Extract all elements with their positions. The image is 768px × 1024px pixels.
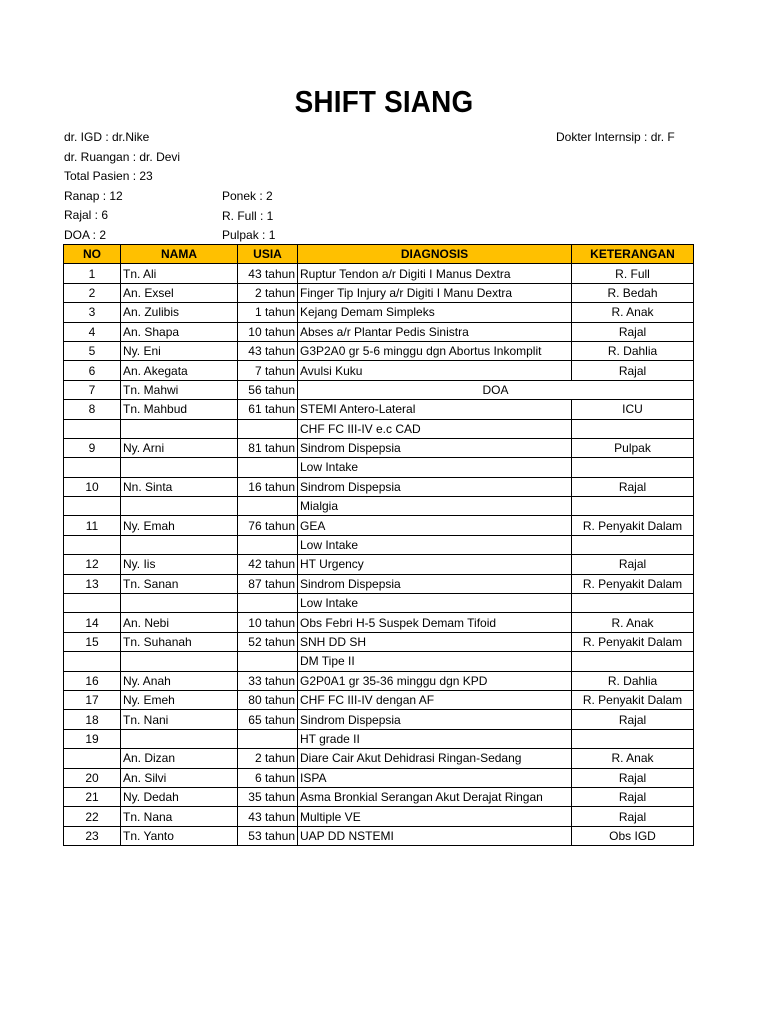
cell-nama: An. Zulibis bbox=[121, 303, 238, 322]
cell-no: 10 bbox=[64, 477, 121, 496]
table-row bbox=[64, 594, 694, 613]
cell-no bbox=[64, 594, 121, 613]
table-row bbox=[64, 438, 694, 457]
header-no: NO bbox=[64, 245, 121, 264]
cell-nama: Tn. Sanan bbox=[121, 574, 238, 593]
cell-diagnosis: Abses a/r Plantar Pedis Sinistra bbox=[298, 322, 572, 341]
cell-keterangan bbox=[572, 497, 694, 516]
cell-no: 8 bbox=[64, 400, 121, 419]
table-row bbox=[64, 303, 694, 322]
cell-diagnosis: Avulsi Kuku bbox=[298, 361, 572, 380]
page-title: SHIFT SIANG bbox=[294, 84, 474, 119]
cell-nama: Tn. Ali bbox=[121, 264, 238, 283]
cell-keterangan bbox=[572, 729, 694, 748]
cell-diagnosis: Mialgia bbox=[298, 497, 572, 516]
cell-no: 17 bbox=[64, 690, 121, 709]
cell-no: 23 bbox=[64, 826, 121, 845]
table-row bbox=[64, 574, 694, 593]
info-ponek: Ponek : 2 bbox=[222, 189, 273, 203]
shift-info-mid bbox=[222, 187, 275, 246]
cell-diagnosis: Low Intake bbox=[298, 458, 572, 477]
cell-usia: 35 tahun bbox=[238, 787, 298, 806]
cell-no: 15 bbox=[64, 632, 121, 651]
cell-no: 16 bbox=[64, 671, 121, 690]
cell-keterangan bbox=[572, 419, 694, 438]
cell-no: 11 bbox=[64, 516, 121, 535]
table-row bbox=[64, 652, 694, 671]
table-row bbox=[64, 380, 694, 399]
cell-keterangan: R. Penyakit Dalam bbox=[572, 690, 694, 709]
info-total-patients: Total Pasien : 23 bbox=[64, 169, 153, 183]
cell-nama: Tn. Suhanah bbox=[121, 632, 238, 651]
cell-nama: Tn. Yanto bbox=[121, 826, 238, 845]
patient-rows bbox=[64, 264, 694, 846]
cell-no: 20 bbox=[64, 768, 121, 787]
table-row bbox=[64, 497, 694, 516]
cell-keterangan: R. Full bbox=[572, 264, 694, 283]
cell-keterangan: Rajal bbox=[572, 787, 694, 806]
cell-nama bbox=[121, 419, 238, 438]
cell-usia: 81 tahun bbox=[238, 438, 298, 457]
shift-info-left bbox=[64, 128, 180, 245]
table-header-row bbox=[64, 245, 694, 264]
cell-no: 14 bbox=[64, 613, 121, 632]
cell-keterangan: Rajal bbox=[572, 361, 694, 380]
cell-nama bbox=[121, 458, 238, 477]
table-row bbox=[64, 361, 694, 380]
cell-keterangan: ICU bbox=[572, 400, 694, 419]
cell-no: 2 bbox=[64, 283, 121, 302]
cell-keterangan: Rajal bbox=[572, 477, 694, 496]
cell-nama: An. Exsel bbox=[121, 283, 238, 302]
table-row bbox=[64, 671, 694, 690]
cell-nama: Tn. Mahwi bbox=[121, 380, 238, 399]
cell-no: 4 bbox=[64, 322, 121, 341]
cell-diagnosis: Low Intake bbox=[298, 594, 572, 613]
cell-diagnosis: Sindrom Dispepsia bbox=[298, 477, 572, 496]
cell-no: 6 bbox=[64, 361, 121, 380]
cell-no: 3 bbox=[64, 303, 121, 322]
cell-nama: Ny. Dedah bbox=[121, 787, 238, 806]
cell-nama: An. Silvi bbox=[121, 768, 238, 787]
cell-usia: 80 tahun bbox=[238, 690, 298, 709]
cell-diagnosis: Finger Tip Injury a/r Digiti I Manu Dextra bbox=[298, 283, 572, 302]
cell-usia bbox=[238, 497, 298, 516]
cell-no: 1 bbox=[64, 264, 121, 283]
cell-nama: Ny. Iis bbox=[121, 555, 238, 574]
info-rajal: Rajal : 6 bbox=[64, 208, 109, 222]
cell-usia: 33 tahun bbox=[238, 671, 298, 690]
cell-no: 9 bbox=[64, 438, 121, 457]
cell-keterangan: Rajal bbox=[572, 322, 694, 341]
cell-keterangan: R. Dahlia bbox=[572, 671, 694, 690]
cell-no bbox=[64, 749, 121, 768]
info-igd-doctor: dr. IGD : dr.Nike bbox=[64, 130, 150, 144]
cell-nama: Ny. Arni bbox=[121, 438, 238, 457]
header-usia: USIA bbox=[238, 245, 298, 264]
cell-diagnosis: CHF FC III-IV dengan AF bbox=[298, 690, 572, 709]
cell-no: 13 bbox=[64, 574, 121, 593]
cell-keterangan bbox=[572, 594, 694, 613]
table-row bbox=[64, 807, 694, 826]
cell-no: 19 bbox=[64, 729, 121, 748]
cell-usia: 43 tahun bbox=[238, 807, 298, 826]
table-row bbox=[64, 555, 694, 574]
cell-diagnosis: Obs Febri H-5 Suspek Demam Tifoid bbox=[298, 613, 572, 632]
cell-usia: 61 tahun bbox=[238, 400, 298, 419]
cell-keterangan: R. Penyakit Dalam bbox=[572, 632, 694, 651]
table-row bbox=[64, 729, 694, 748]
cell-no: 22 bbox=[64, 807, 121, 826]
cell-keterangan: Obs IGD bbox=[572, 826, 694, 845]
cell-diagnosis: G3P2A0 gr 5-6 minggu dgn Abortus Inkomplit bbox=[298, 341, 572, 360]
patient-table bbox=[63, 244, 694, 846]
table-row bbox=[64, 787, 694, 806]
cell-nama: Ny. Emah bbox=[121, 516, 238, 535]
cell-nama: Tn. Mahbud bbox=[121, 400, 238, 419]
cell-usia bbox=[238, 729, 298, 748]
table-row bbox=[64, 535, 694, 554]
info-doa: DOA : 2 bbox=[64, 227, 107, 242]
header-diagnosis: DIAGNOSIS bbox=[298, 245, 572, 264]
table-row bbox=[64, 283, 694, 302]
cell-diagnosis: Multiple VE bbox=[298, 807, 572, 826]
table-row bbox=[64, 264, 694, 283]
cell-diagnosis: CHF FC III-IV e.c CAD bbox=[298, 419, 572, 438]
cell-no bbox=[64, 458, 121, 477]
cell-diagnosis: Diare Cair Akut Dehidrasi Ringan-Sedang bbox=[298, 749, 572, 768]
cell-no: 7 bbox=[64, 380, 121, 399]
header-keterangan: KETERANGAN bbox=[572, 245, 694, 264]
cell-usia: 2 tahun bbox=[238, 283, 298, 302]
cell-keterangan: Pulpak bbox=[572, 438, 694, 457]
cell-no: 12 bbox=[64, 555, 121, 574]
cell-nama bbox=[121, 594, 238, 613]
cell-nama bbox=[121, 535, 238, 554]
cell-nama: An. Nebi bbox=[121, 613, 238, 632]
cell-usia: 43 tahun bbox=[238, 341, 298, 360]
table-row bbox=[64, 516, 694, 535]
table-row bbox=[64, 322, 694, 341]
cell-usia: 16 tahun bbox=[238, 477, 298, 496]
cell-nama bbox=[121, 729, 238, 748]
cell-keterangan: R. Anak bbox=[572, 749, 694, 768]
table-row bbox=[64, 690, 694, 709]
cell-nama: Ny. Eni bbox=[121, 341, 238, 360]
table-row bbox=[64, 341, 694, 360]
table-row bbox=[64, 749, 694, 768]
cell-usia: 6 tahun bbox=[238, 768, 298, 787]
header-nama: NAMA bbox=[121, 245, 238, 264]
cell-usia: 10 tahun bbox=[238, 613, 298, 632]
cell-nama: Ny. Emeh bbox=[121, 690, 238, 709]
cell-usia: 42 tahun bbox=[238, 555, 298, 574]
cell-diagnosis: Sindrom Dispepsia bbox=[298, 438, 572, 457]
cell-keterangan: R. Penyakit Dalam bbox=[572, 574, 694, 593]
cell-usia: 65 tahun bbox=[238, 710, 298, 729]
cell-usia bbox=[238, 535, 298, 554]
cell-usia: 87 tahun bbox=[238, 574, 298, 593]
cell-no bbox=[64, 535, 121, 554]
table-row bbox=[64, 768, 694, 787]
cell-keterangan: R. Bedah bbox=[572, 283, 694, 302]
cell-nama: Tn. Nani bbox=[121, 710, 238, 729]
cell-keterangan: R. Dahlia bbox=[572, 341, 694, 360]
info-r-full: R. Full : 1 bbox=[222, 208, 274, 223]
cell-usia: 76 tahun bbox=[238, 516, 298, 535]
cell-no bbox=[64, 419, 121, 438]
cell-usia bbox=[238, 594, 298, 613]
cell-nama: Tn. Nana bbox=[121, 807, 238, 826]
cell-no bbox=[64, 652, 121, 671]
cell-keterangan: Rajal bbox=[572, 555, 694, 574]
cell-usia bbox=[238, 458, 298, 477]
cell-diagnosis: Low Intake bbox=[298, 535, 572, 554]
cell-no: 5 bbox=[64, 341, 121, 360]
info-pulpak: Pulpak : 1 bbox=[222, 228, 276, 242]
cell-keterangan: R. Anak bbox=[572, 303, 694, 322]
cell-usia: 1 tahun bbox=[238, 303, 298, 322]
cell-usia bbox=[238, 652, 298, 671]
table-row bbox=[64, 400, 694, 419]
cell-diagnosis: GEA bbox=[298, 516, 572, 535]
table-row bbox=[64, 458, 694, 477]
cell-keterangan: Rajal bbox=[572, 710, 694, 729]
cell-nama bbox=[121, 497, 238, 516]
cell-diagnosis: DM Tipe II bbox=[298, 652, 572, 671]
cell-usia: 53 tahun bbox=[238, 826, 298, 845]
cell-nama: An. Shapa bbox=[121, 322, 238, 341]
cell-no: 18 bbox=[64, 710, 121, 729]
table-row bbox=[64, 826, 694, 845]
cell-no: 21 bbox=[64, 787, 121, 806]
cell-usia bbox=[238, 419, 298, 438]
cell-keterangan bbox=[572, 535, 694, 554]
cell-nama: An. Akegata bbox=[121, 361, 238, 380]
cell-nama: An. Dizan bbox=[121, 749, 238, 768]
table-row bbox=[64, 477, 694, 496]
cell-diagnosis: Kejang Demam Simpleks bbox=[298, 303, 572, 322]
cell-no bbox=[64, 497, 121, 516]
table-row bbox=[64, 613, 694, 632]
cell-diagnosis: STEMI Antero-Lateral bbox=[298, 400, 572, 419]
shift-info-right bbox=[556, 128, 768, 148]
table-row bbox=[64, 632, 694, 651]
cell-keterangan: R. Anak bbox=[572, 613, 694, 632]
cell-keterangan bbox=[572, 458, 694, 477]
cell-diagnosis: UAP DD NSTEMI bbox=[298, 826, 572, 845]
cell-diagnosis: ISPA bbox=[298, 768, 572, 787]
info-ranap: Ranap : 12 bbox=[64, 188, 123, 203]
cell-keterangan bbox=[572, 652, 694, 671]
cell-diagnosis: Ruptur Tendon a/r Digiti I Manus Dextra bbox=[298, 264, 572, 283]
cell-usia: 52 tahun bbox=[238, 632, 298, 651]
info-intern-doctor: Dokter Internsip : dr. F bbox=[556, 130, 675, 144]
cell-nama: Nn. Sinta bbox=[121, 477, 238, 496]
cell-usia: 2 tahun bbox=[238, 749, 298, 768]
cell-nama: Ny. Anah bbox=[121, 671, 238, 690]
cell-diagnosis: Sindrom Dispepsia bbox=[298, 574, 572, 593]
cell-usia: 43 tahun bbox=[238, 264, 298, 283]
cell-diagnosis: HT Urgency bbox=[298, 555, 572, 574]
table-row bbox=[64, 419, 694, 438]
cell-usia: 10 tahun bbox=[238, 322, 298, 341]
cell-keterangan: Rajal bbox=[572, 768, 694, 787]
cell-diagnosis: HT grade II bbox=[298, 729, 572, 748]
cell-usia: 56 tahun bbox=[238, 380, 298, 399]
cell-diagnosis: G2P0A1 gr 35-36 minggu dgn KPD bbox=[298, 671, 572, 690]
cell-nama bbox=[121, 652, 238, 671]
cell-diagnosis: Asma Bronkial Serangan Akut Derajat Ringan bbox=[298, 787, 572, 806]
table-row bbox=[64, 710, 694, 729]
cell-diagnosis: DOA bbox=[298, 380, 694, 399]
info-ward-doctor: dr. Ruangan : dr. Devi bbox=[64, 149, 181, 164]
cell-diagnosis: Sindrom Dispepsia bbox=[298, 710, 572, 729]
cell-keterangan: Rajal bbox=[572, 807, 694, 826]
cell-diagnosis: SNH DD SH bbox=[298, 632, 572, 651]
cell-usia: 7 tahun bbox=[238, 361, 298, 380]
cell-keterangan: R. Penyakit Dalam bbox=[572, 516, 694, 535]
